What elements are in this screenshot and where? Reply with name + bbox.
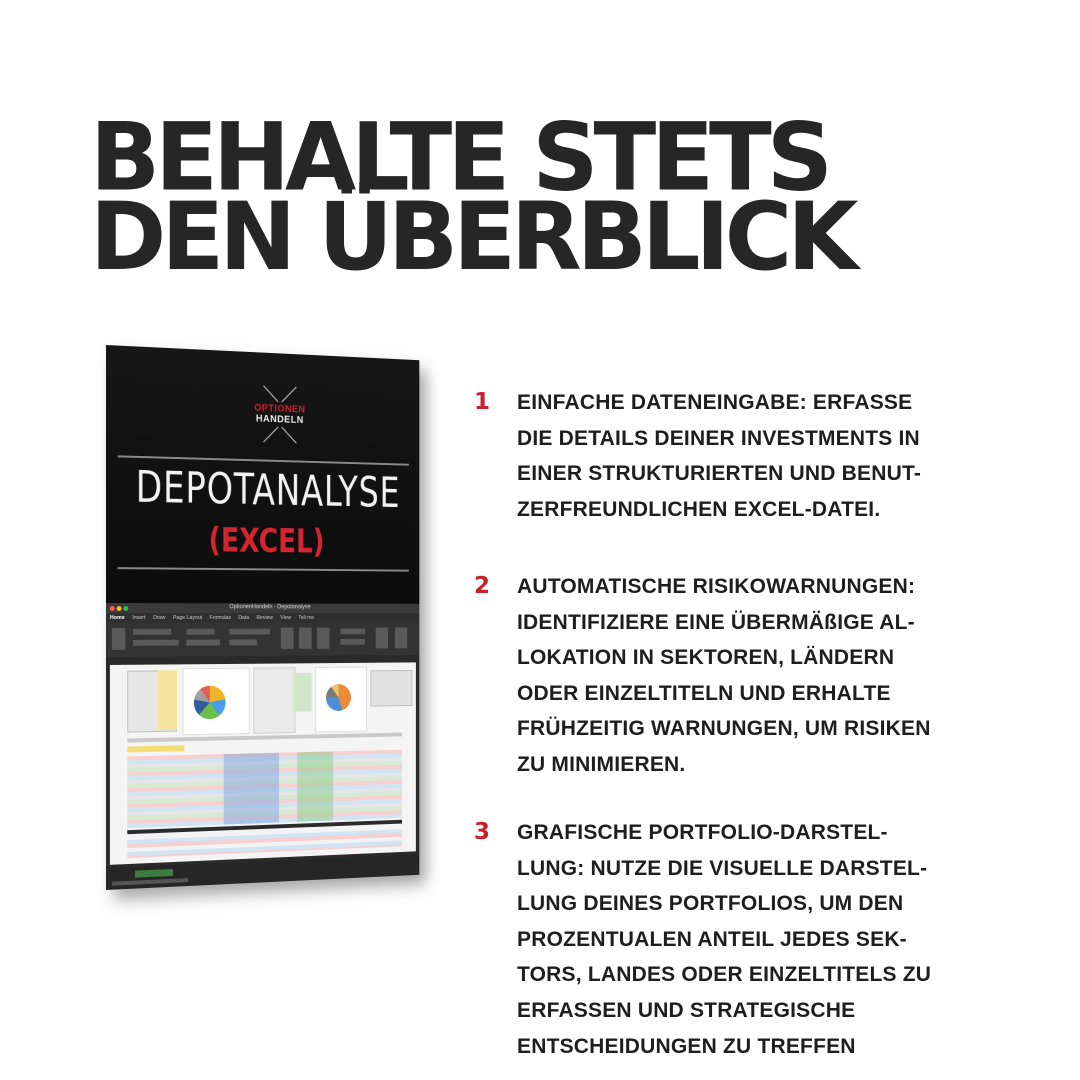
product-mockup [106,345,419,890]
minimize-dot-icon [117,606,122,611]
excel-tab: Page Layout [173,615,203,621]
product-cover [106,345,419,604]
excel-tab: View [280,615,292,621]
excel-tab: Review [256,615,273,621]
feature-text: GRAFISCHE PORTFOLIO-DARSTEL- LUNG: NUTZE DIE VISUELLE DARSTEL- LUNG DEINES PORTFOLIOS, UM DEN PROZENTUALEN ANTEIL JEDES SEK- TORS, LANDES ODER EINZELTITELS ZU ERFASSEN UND STRATEGISCHE ENTSCHEIDUNGEN ZU TREFFEN [517,821,932,1058]
feature-text: AUTOMATISCHE RISIKOWARNUNGEN: IDENTIFIZIERE EINE ÜBERMÄßIGE AL- LOKATION IN SEKTOREN, LÄNDERN ODER EINZELTITELN UND ERHALTE FRÜHZEITIG WARNUNGEN, UM RISIKEN ZU MINIMIEREN. [517,575,931,776]
feature-number: 3 [474,819,491,845]
brand-logo [248,381,312,447]
excel-tab: Home [109,615,125,621]
excel-tab: Data [238,615,250,621]
headline [90,102,854,292]
excel-tab: Draw [153,615,166,621]
logo-text-top: OPTIONEN [254,402,306,416]
excel-tab: Tell me [298,615,315,621]
headline-line-2: DEN ÜBERBLICK [90,182,854,292]
cover-title: DEPOTANALYSE [135,461,401,518]
logo-text-bottom: HANDELN [255,413,304,426]
feature-text: EINFACHE DATENEINGABE: ERFASSE DIE DETAILS DEINER INVESTMENTS IN EINER STRUKTURIERTEN UND BENUT- ZERFREUNDLICHEN EXCEL-DATEI. [517,391,922,521]
headline-line-1: BEHALTE STETS [90,102,829,212]
excel-sheet-preview [110,662,416,864]
excel-screenshot [106,603,419,890]
maximize-dot-icon [123,606,128,611]
excel-ribbon [106,623,419,657]
excel-window-title: OptionenHandeln - Depotanalyse [229,604,311,611]
excel-tab: Formulas [209,615,231,621]
excel-tab: Insert [132,615,146,621]
feature-number: 1 [474,389,491,415]
cover-divider-bottom [118,567,409,572]
close-dot-icon [110,606,115,611]
excel-titlebar [106,603,419,613]
excel-ribbon-tabs [106,613,419,623]
cover-subtitle: (EXCEL) [208,520,325,562]
feature-number: 2 [474,573,491,599]
